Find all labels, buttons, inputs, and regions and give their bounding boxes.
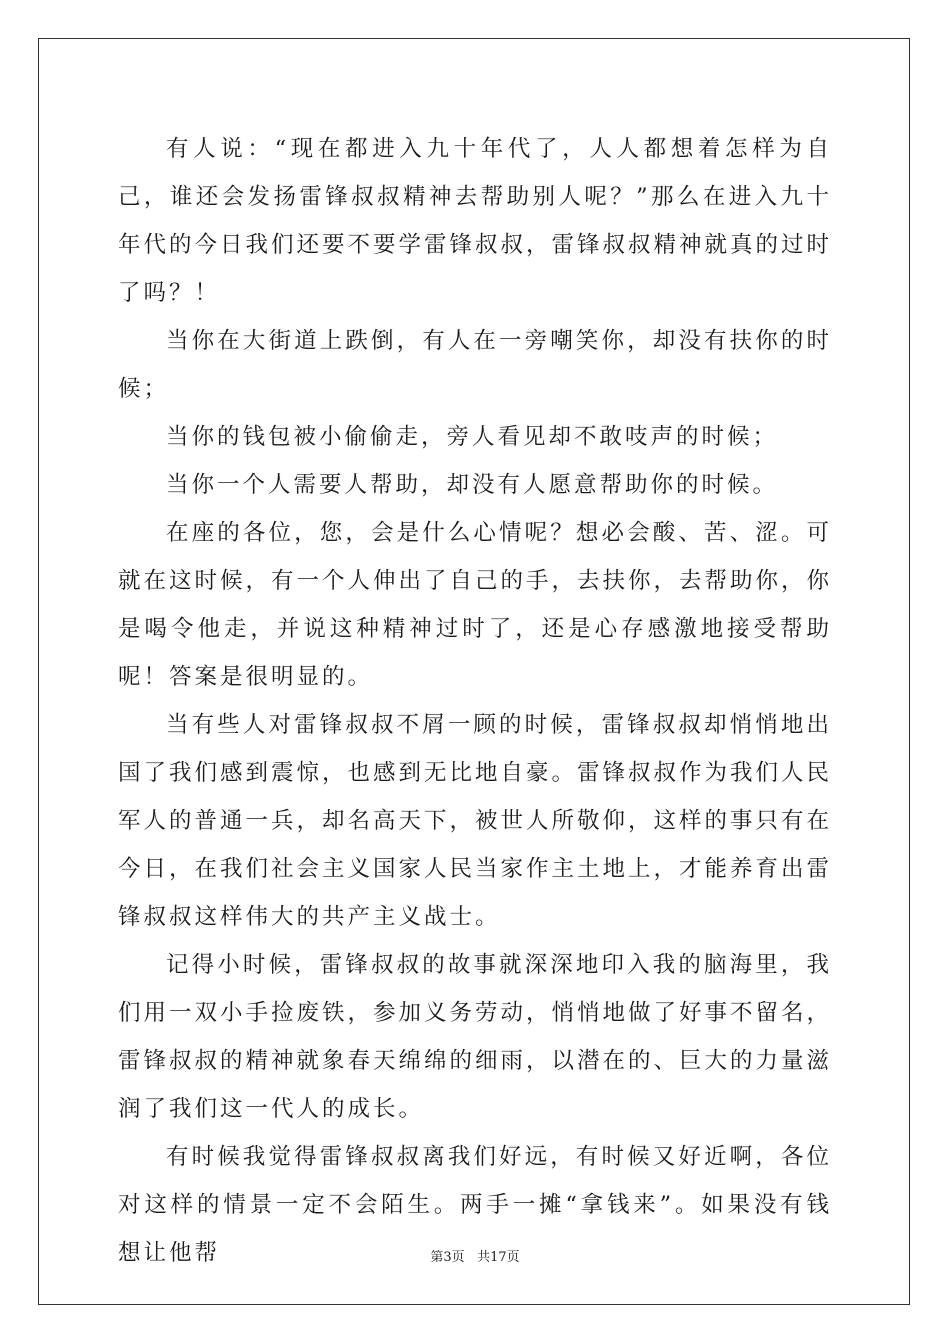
paragraph: 当你在大街道上跌倒，有人在一旁嘲笑你，却没有扶你的时候； <box>118 328 832 402</box>
paragraph: 在座的各位，您，会是什么心情呢？想必会酸、苦、涩。可就在这时候，有一个人伸出了自己的手，去扶你，去帮助你，你是喝令他走，并说这种精神过时了，还是心存感激地接受帮助呢！答案是很明显的。 <box>118 520 833 690</box>
paragraph: 当有些人对雷锋叔叔不屑一顾的时候，雷锋叔叔却悄悄地出国了我们感到震惊，也感到无比地自豪。雷锋叔叔作为我们人民军人的普通一兵，却名高天下，被世人所敬仰，这样的事只有在今日，在我们社会主义国家人民当家作主土地上，才能养育出雷锋叔叔这样伟大的共产主义战士。 <box>118 712 833 930</box>
paragraph: 当你一个人需要人帮助，却没有人愿意帮助你的时候。 <box>166 472 779 498</box>
document-body <box>118 125 832 1277</box>
paragraph: 记得小时候，雷锋叔叔的故事就深深地印入我的脑海里，我们用一双小手捡废铁，参加义务劳动，悄悄地做了好事不留名，雷锋叔叔的精神就象春天绵绵的细雨，以潜在的、巨大的力量滋润了我们这一代人的成长。 <box>118 952 833 1122</box>
paragraph: 有人说：“现在都进入九十年代了，人人都想着怎样为自己，谁还会发扬雷锋叔叔精神去帮助别人呢？”那么在进入九十年代的今日我们还要不要学雷锋叔叔，雷锋叔叔精神就真的过时了吗？！ <box>118 136 833 306</box>
page-number: 第3页 <box>430 1250 465 1265</box>
paragraph: 当你的钱包被小偷偷走，旁人看见却不敢吱声的时候； <box>166 424 779 450</box>
page-footer <box>0 1246 950 1265</box>
paragraph: 有时候我觉得雷锋叔叔离我们好远，有时候又好近啊，各位对这样的情景一定不会陌生。两手一摊“拿钱来”。如果没有钱想让他帮 <box>118 1144 832 1266</box>
total-pages: 共17页 <box>477 1250 520 1265</box>
